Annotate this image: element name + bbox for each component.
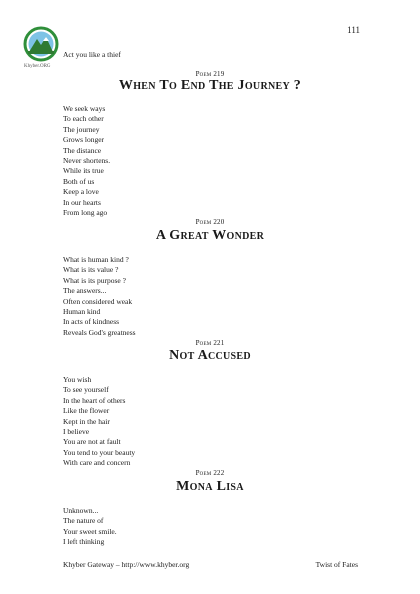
poem-line: I believe: [63, 427, 90, 437]
poem-number: Poem 222: [195, 469, 225, 477]
poem-line: Human kind: [63, 307, 101, 317]
poem-line: Unknown...: [63, 506, 99, 515]
poem-line: What is its value ?: [63, 265, 119, 275]
poem-line: What is its purpose ?: [63, 275, 126, 285]
poem-title: Not Accused: [169, 348, 251, 363]
poem-line: You wish: [63, 375, 92, 384]
logo-caption: Khyber.ORG: [24, 64, 51, 69]
poem-line: The answers...: [63, 286, 107, 296]
poem-number: Poem 219: [195, 70, 225, 78]
poem-line: From long ago: [63, 208, 108, 218]
poem-body: [63, 506, 117, 548]
poem-line: Keep a love: [63, 187, 99, 197]
poem-line: Your sweet smile.: [63, 526, 117, 536]
page-number: 111: [347, 25, 360, 35]
poem-number: Poem 221: [195, 339, 225, 347]
poem-line: Often considered weak: [63, 296, 133, 306]
poem-line: You are not at fault: [63, 437, 121, 447]
poem-line: Never shortens.: [63, 156, 111, 166]
poem-line: In acts of kindness: [63, 317, 120, 327]
poem-line: The distance: [63, 145, 102, 155]
poem-title: When To End The Journey ?: [118, 78, 302, 93]
poem-body: [63, 104, 110, 218]
poem-line: I left thinking: [63, 537, 105, 547]
poem-line: While its true: [63, 166, 104, 176]
khyber-logo: [22, 26, 60, 62]
footer-book-title: Twist of Fates: [315, 560, 358, 569]
poem-line: To see yourself: [63, 385, 109, 395]
poem-body: [63, 255, 136, 338]
poem-title: Mona Lisa: [176, 479, 244, 494]
poem-line: Kept in the hair: [63, 416, 110, 426]
poem-line: In our hearts: [63, 197, 101, 207]
poem-line: With care and concern: [63, 458, 131, 468]
poem-line: Reveals God's greatness: [63, 327, 136, 337]
poem-line: In the heart of others: [63, 395, 126, 405]
poem-line: Both of us: [63, 176, 95, 186]
poem-line: Like the flower: [63, 406, 110, 416]
poem-number: Poem 220: [195, 218, 225, 226]
poem-line: You tend to your beauty: [63, 447, 136, 457]
poem-line: The nature of: [63, 516, 104, 526]
poem-line: To each other: [63, 114, 104, 124]
poem-body: [63, 375, 135, 469]
poem-line: The journey: [63, 124, 100, 134]
poem-line: Grows longer: [63, 135, 105, 145]
poem-line: We seek ways: [63, 104, 106, 113]
footer-source: Khyber Gateway – http://www.khyber.org: [63, 560, 190, 569]
poem-line: What is human kind ?: [63, 255, 129, 264]
intro-line: Act you like a thief: [63, 50, 121, 59]
poem-title: A Great Wonder: [155, 228, 265, 243]
